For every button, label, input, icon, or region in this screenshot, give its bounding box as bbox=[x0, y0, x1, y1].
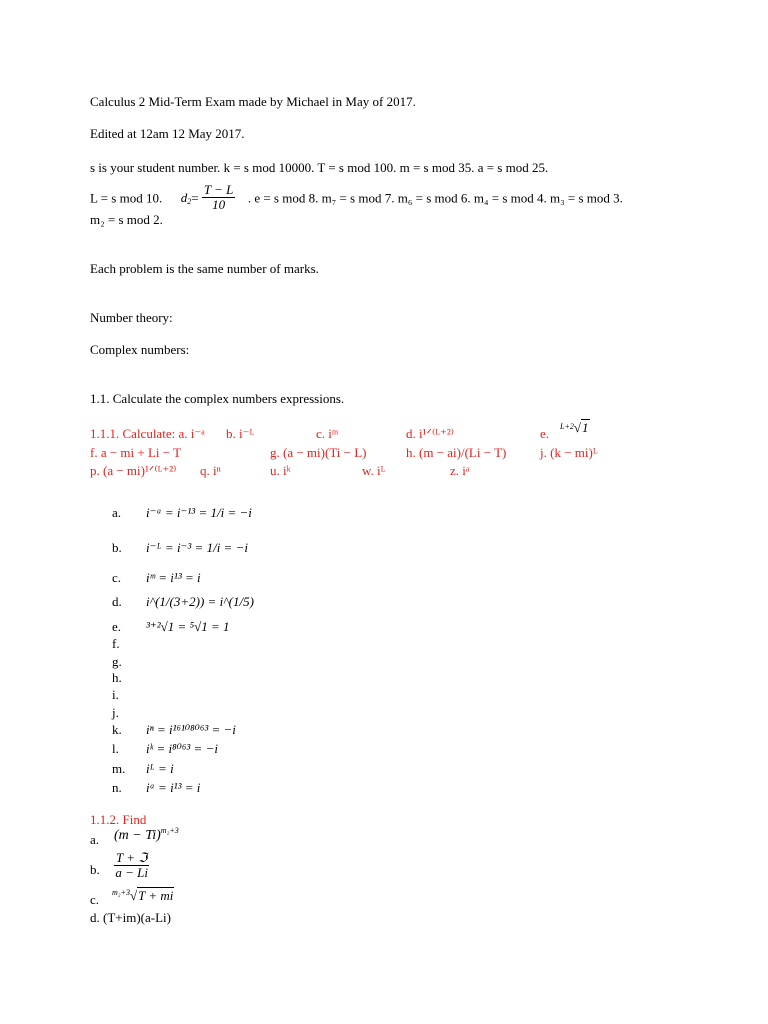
marks-note: Each problem is the same number of marks. bbox=[90, 261, 319, 276]
q112-a-expr: $(m - Ti)^{m_2+3}$ bbox=[114, 826, 179, 843]
answer-label: b. bbox=[112, 540, 122, 555]
q111-u: u. iᵏ bbox=[270, 463, 291, 478]
q112-b-denominator: a − Li bbox=[115, 865, 148, 880]
q112-c-expr: $^{m_2+3}$√T + mi bbox=[112, 888, 174, 903]
answer-expr: iᵃ = i¹³ = i bbox=[146, 780, 201, 795]
edited-note: Edited at 12am 12 May 2017. bbox=[90, 126, 245, 141]
q111-p: p. (a − mi)¹ᐟ⁽ᴸ⁺²⁾ bbox=[90, 463, 177, 478]
m2-definition: m₂ = s mod 2. bbox=[90, 212, 163, 227]
section-complex-numbers: Complex numbers: bbox=[90, 342, 190, 357]
answer-label: f. bbox=[112, 636, 120, 651]
answer-expr: iⁿ = i¹⁶¹⁰⁸⁰⁶³ = −i bbox=[146, 722, 236, 737]
answer-expr: ³⁺²√1 = ⁵√1 = 1 bbox=[146, 619, 230, 634]
q111-j: j. (k − mi)ᴸ bbox=[540, 445, 598, 460]
answer-expr: iᴸ = i bbox=[146, 761, 174, 776]
q112-a-label: a. bbox=[90, 832, 100, 847]
answer-label: g. bbox=[112, 654, 122, 669]
q111-a: 1.1.1. Calculate: a. i⁻ᵃ bbox=[90, 426, 205, 441]
answer-expr: i⁻ᴸ = i⁻³ = 1/i = −i bbox=[146, 540, 248, 555]
answer-label: c. bbox=[112, 570, 122, 585]
variable-definitions: s is your student number. k = s mod 10000. T = s mod 100. m = s mod 35. a = s mod 25. bbox=[90, 160, 549, 175]
q112-b-label: b. bbox=[90, 862, 100, 877]
answer-label: k. bbox=[112, 722, 122, 737]
answer-expr: i⁻ᵃ = i⁻¹³ = 1/i = −i bbox=[146, 505, 252, 520]
answer-label: h. bbox=[112, 670, 122, 685]
problem-1-1-title: 1.1. Calculate the complex numbers expressions. bbox=[90, 391, 345, 406]
q111-b: b. i⁻ᴸ bbox=[226, 426, 255, 441]
q111-h: h. (m − ai)/(Li − T) bbox=[406, 445, 507, 460]
q112-title: 1.1.2. Find bbox=[90, 812, 147, 827]
q112-b-numerator: T + ℑ bbox=[116, 850, 148, 865]
answer-expr: iᵏ = i⁸⁰⁶³ = −i bbox=[146, 741, 218, 756]
d2-fraction bbox=[202, 183, 236, 212]
l-definition: L = s mod 10. bbox=[90, 190, 163, 206]
root-icon: √ bbox=[573, 420, 581, 435]
q111-c: c. iᵐ bbox=[316, 426, 339, 441]
q111-f: f. a − mi + Li − T bbox=[90, 445, 182, 460]
answer-label: n. bbox=[112, 780, 122, 795]
section-number-theory: Number theory: bbox=[90, 310, 173, 325]
q111-e-radical: $^{L+2}$√1 bbox=[560, 420, 589, 435]
answer-expr: iᵐ = i¹³ = i bbox=[146, 570, 201, 585]
answer-label: m. bbox=[112, 761, 126, 776]
q111-d: d. i¹ᐟ⁽ᴸ⁺²⁾ bbox=[406, 426, 454, 441]
q111-g: g. (a − mi)(Ti − L) bbox=[270, 445, 367, 460]
exam-title: Calculus 2 Mid-Term Exam made by Michael in May of 2017. bbox=[90, 94, 416, 109]
answer-label: d. bbox=[112, 594, 122, 609]
answer-label: e. bbox=[112, 619, 122, 634]
q111-w: w. iᴸ bbox=[362, 463, 386, 478]
variable-definitions-2 bbox=[90, 182, 623, 214]
q112-c-label: c. bbox=[90, 892, 100, 907]
q112-b-expr bbox=[114, 851, 149, 880]
d2-equals: = bbox=[191, 190, 199, 206]
answer-label: a. bbox=[112, 505, 122, 520]
answer-label: j. bbox=[112, 705, 119, 720]
answer-expr: i^(1/(3+2)) = i^(1/5) bbox=[146, 594, 254, 609]
q111-e: e. bbox=[540, 426, 550, 441]
q111-q: q. iⁿ bbox=[200, 463, 221, 478]
d2-symbol: d2 bbox=[180, 190, 192, 207]
answer-label: l. bbox=[112, 741, 119, 756]
q112-d: d. (T+im)(a-Li) bbox=[90, 910, 171, 925]
q111-z: z. iᵃ bbox=[450, 463, 470, 478]
d2-numerator: T − L bbox=[203, 182, 234, 197]
d2-denominator: 10 bbox=[212, 197, 226, 212]
root-icon: √ bbox=[129, 888, 138, 903]
answer-label: i. bbox=[112, 687, 119, 702]
mod-definitions: . e = s mod 8. m₇ = s mod 7. m₆ = s mod 6. m₄ = s mod 4. m₃ = s mod 3. bbox=[247, 190, 623, 206]
